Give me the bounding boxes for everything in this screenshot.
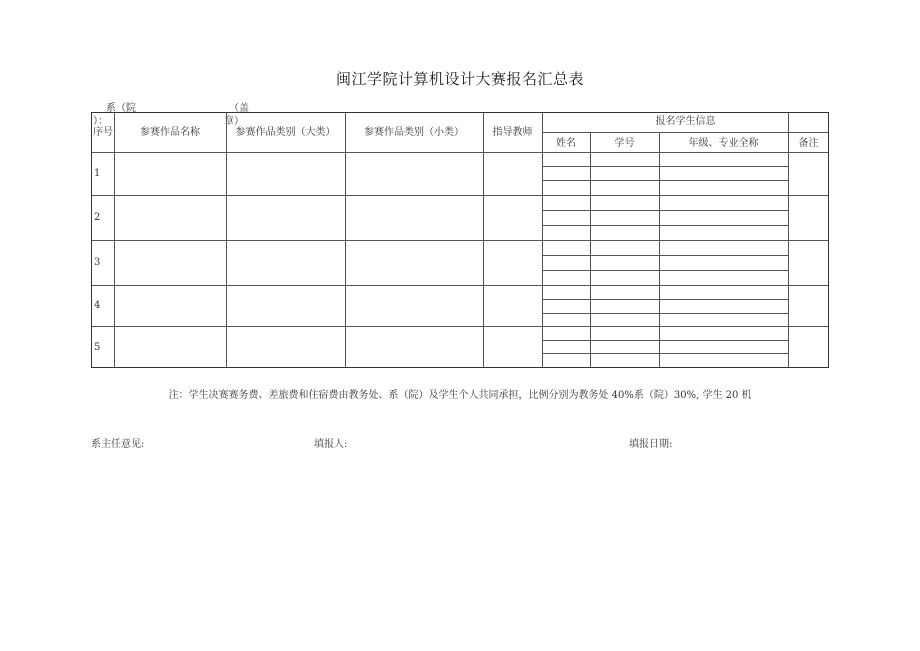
row-number: 1 bbox=[94, 168, 101, 179]
row-number: 4 bbox=[94, 300, 101, 311]
header-teacher: 指导教师 bbox=[492, 127, 533, 138]
header-seq: 序号 bbox=[93, 127, 113, 138]
dept-label-suffix: ）： bbox=[93, 116, 108, 127]
header-student-name: 姓名 bbox=[556, 138, 576, 149]
seal-label-suffix: 章） bbox=[224, 116, 244, 127]
row-number: 2 bbox=[94, 212, 101, 223]
seal-label: （盖 bbox=[229, 103, 249, 114]
header-remark: 备注 bbox=[798, 138, 819, 149]
head-opinion-label: 系主任意见: bbox=[91, 439, 145, 450]
page-title: 闽江学院计算机设计大赛报名汇总表 bbox=[335, 70, 584, 88]
filler-label: 填报人: bbox=[314, 439, 348, 450]
fill-date-label: 填报日期: bbox=[629, 439, 673, 450]
dept-label: 系（院 bbox=[106, 103, 136, 114]
header-student-id: 学号 bbox=[614, 138, 635, 149]
footnote: 注：学生决赛赛务费、差旅费和住宿费由教务处、系（院）及学生个人共同承担，比例分别为教务处 40%系（院）30%, 学生 20 机 bbox=[168, 390, 752, 401]
header-student-info: 报名学生信息 bbox=[655, 116, 716, 127]
row-number: 3 bbox=[94, 257, 101, 268]
header-grade-major: 年级、专业全称 bbox=[688, 138, 759, 149]
row-number: 5 bbox=[94, 342, 101, 353]
header-category-minor: 参赛作品类别（小类） bbox=[364, 127, 464, 138]
header-category-major: 参赛作品类别（大类） bbox=[235, 127, 336, 138]
registration-table bbox=[91, 112, 829, 368]
header-work-name: 参赛作品名称 bbox=[140, 127, 200, 138]
